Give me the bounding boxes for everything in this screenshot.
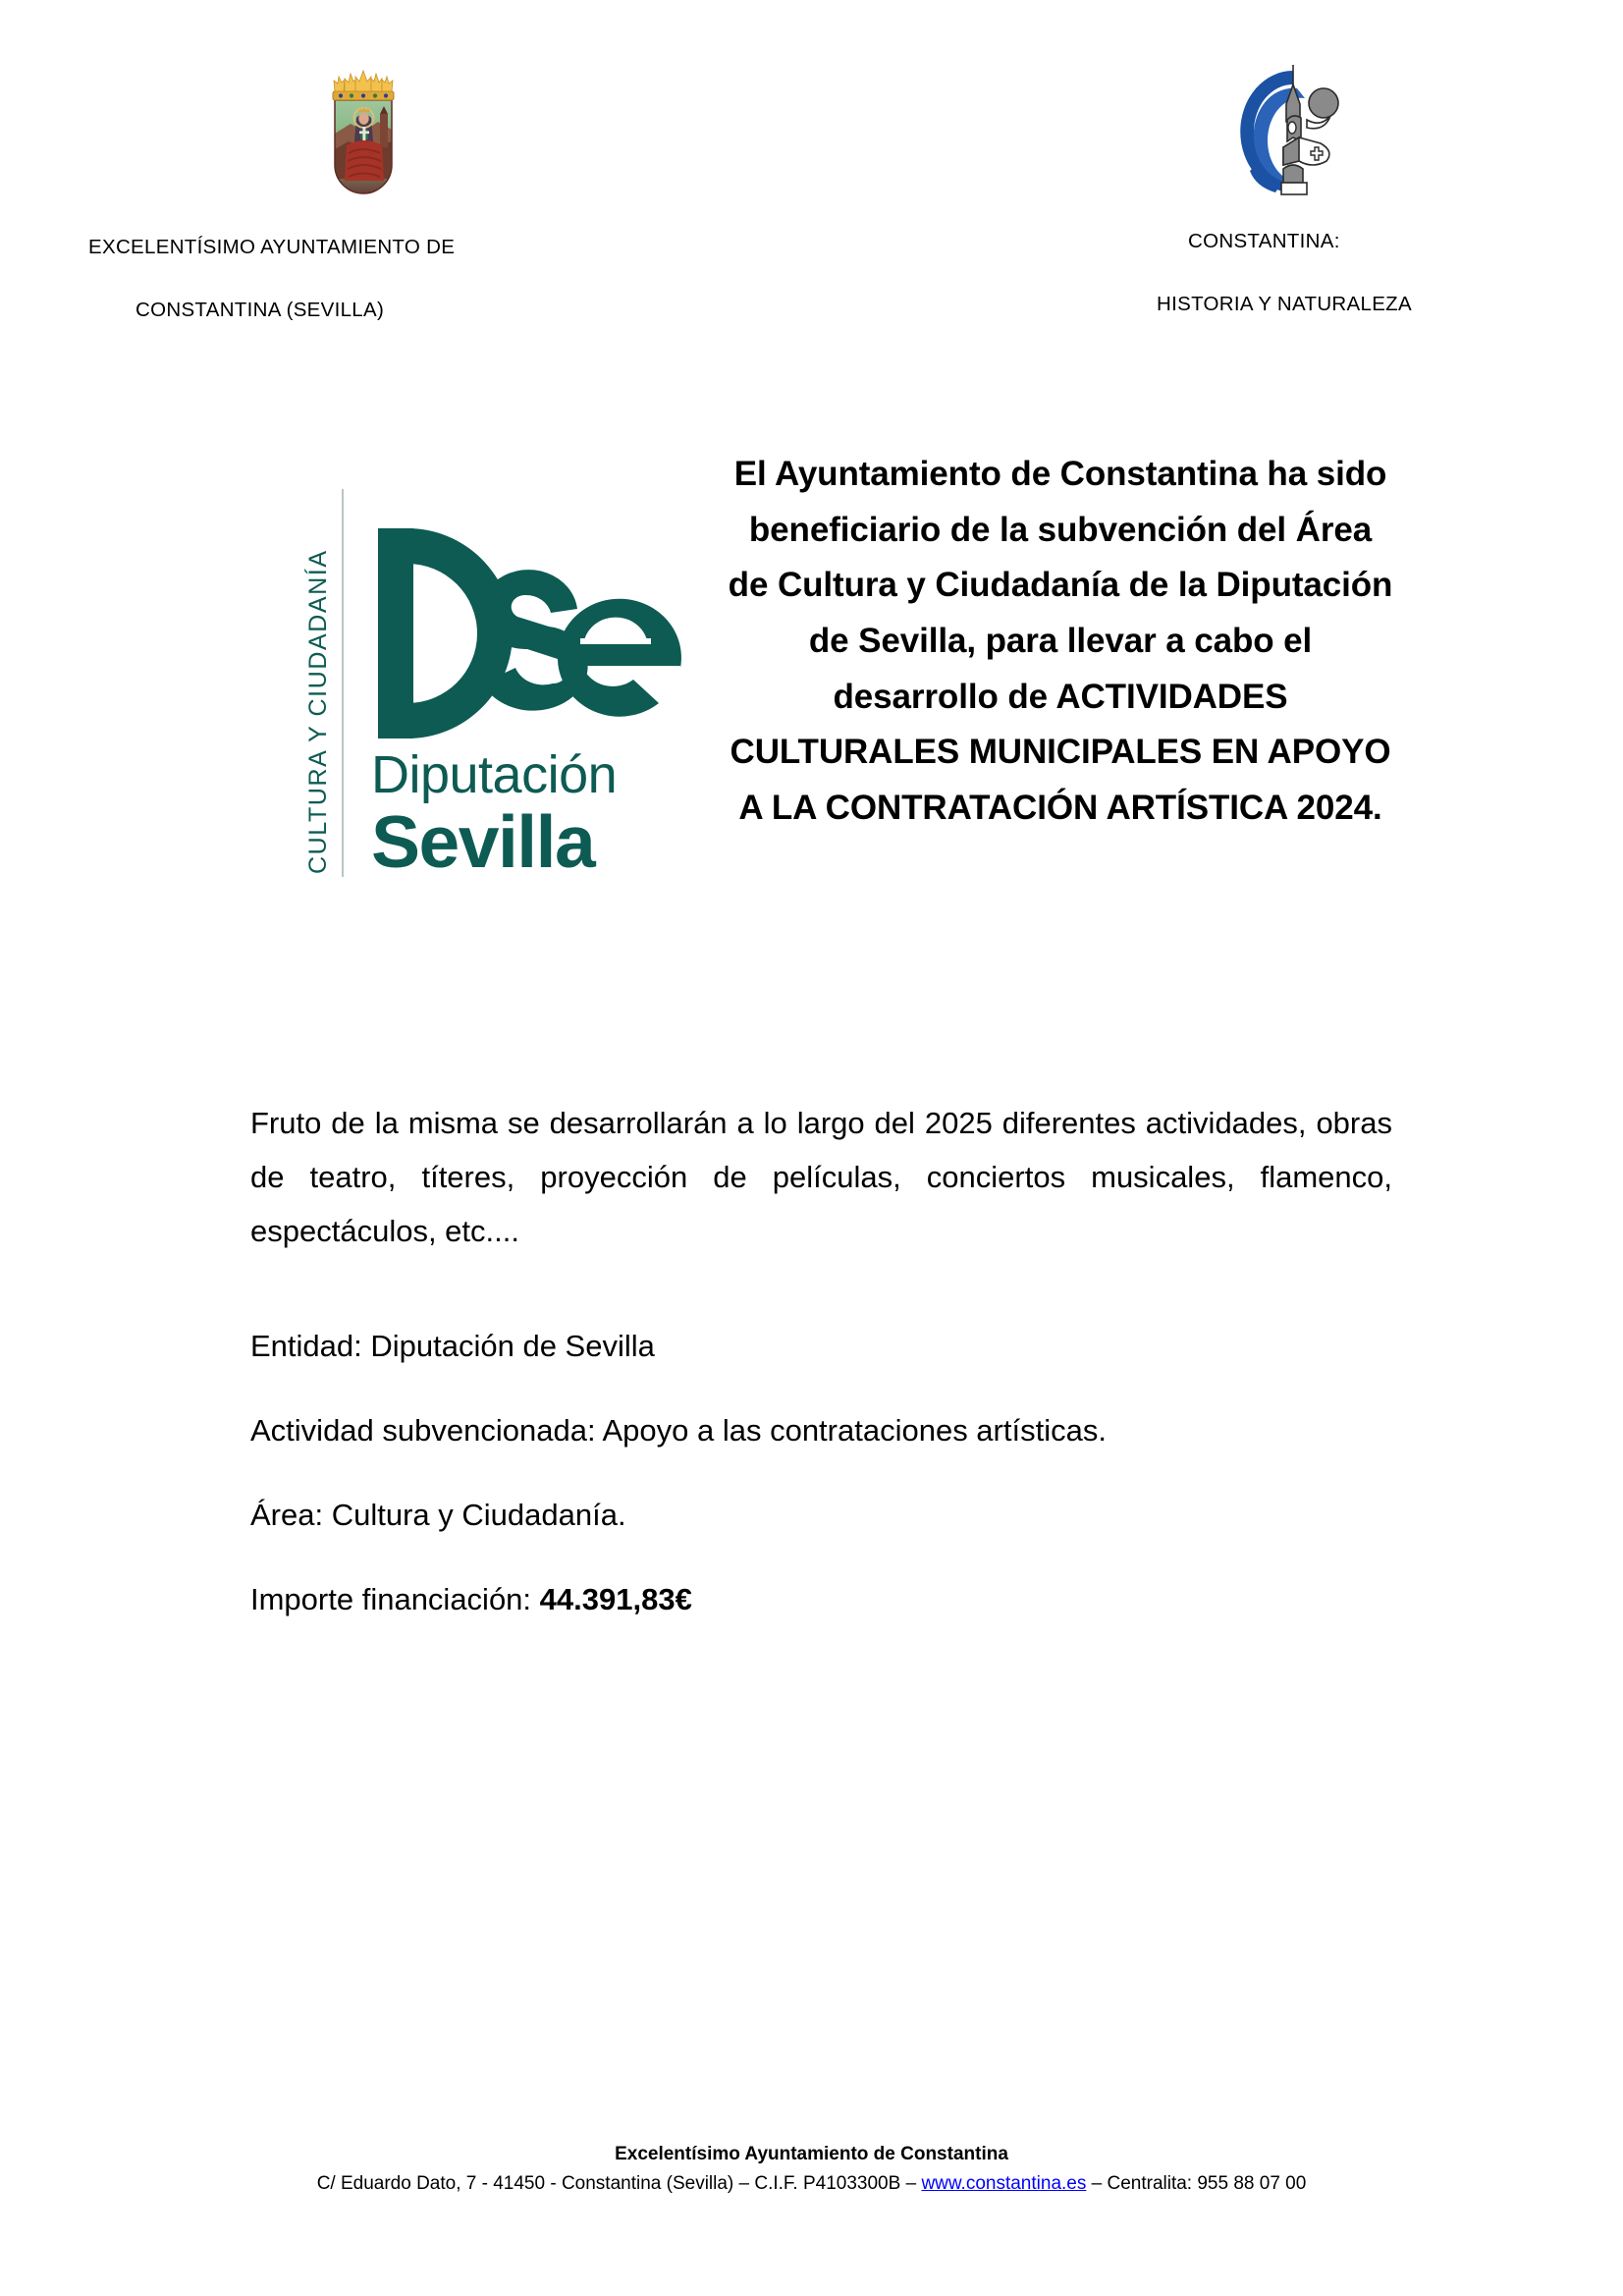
header-right-line-1: CONSTANTINA: <box>1188 230 1340 252</box>
footer-contact-line <box>0 2169 1623 2199</box>
footer-website-link[interactable]: www.constantina.es <box>921 2172 1087 2194</box>
header-left-line-2: CONSTANTINA (SEVILLA) <box>135 299 385 321</box>
logo-vertical-tagline-text: CULTURA Y CIUDADANÍA <box>304 549 332 874</box>
diputacion-sevilla-logo <box>275 471 697 884</box>
footer-address-text: C/ Eduardo Dato, 7 - 41450 - Constantina (Sevilla) – C.I.F. P4103300B – <box>316 2172 922 2194</box>
header-left-line-1: EXCELENTÍSIMO AYUNTAMIENTO DE <box>88 236 456 258</box>
logo-word-diputacion: Diputación <box>371 745 618 804</box>
logo-divider <box>342 489 344 877</box>
body-section <box>250 1066 1392 1289</box>
intro-paragraph: Fruto de la misma se desarrollarán a lo largo del 2025 diferentes actividades, obras de teatro, títeres, proyección de películas, conciertos musicales, flamenco, espectáculos, etc.... <box>250 1106 1392 1249</box>
detail-area: Área: Cultura y Ciudadanía. <box>250 1498 626 1532</box>
dse-monogram-icon <box>368 511 692 756</box>
logo-wordmark <box>371 745 695 883</box>
logo-word-sevilla: Sevilla <box>371 800 595 883</box>
detail-entidad: Entidad: Diputación de Sevilla <box>250 1329 655 1363</box>
page-title: El Ayuntamiento de Constantina ha sido beneficiario de la subvención del Área de Cultura y Ciudadanía de la Diputación de Sevilla, para llevar a cabo el desarrollo de ACTIVIDADES CULTURALES MUNICIPALES EN APOYO A LA CONTRATACIÓN ARTÍSTICA 2024. <box>728 455 1393 828</box>
detail-actividad: Actividad subvencionada: Apoyo a las contrataciones artísticas. <box>250 1413 1107 1448</box>
document-header <box>0 0 1623 393</box>
detail-importe-label: Importe financiación: <box>250 1582 540 1616</box>
detail-importe <box>250 1584 1392 1614</box>
constantina-emblem-icon <box>1232 59 1350 206</box>
coat-of-arms-icon <box>325 59 402 206</box>
detail-importe-value: 44.391,83€ <box>539 1582 692 1616</box>
details-section <box>250 1331 1392 1614</box>
emblem-container <box>1060 29 1522 206</box>
footer-phone-text: – Centralita: 955 88 07 00 <box>1086 2172 1307 2194</box>
crest-container <box>88 29 638 206</box>
header-left-block <box>88 29 638 322</box>
document-footer <box>0 2141 1623 2199</box>
logo-vertical-tagline <box>275 491 332 874</box>
footer-entity-name: Excelentísimo Ayuntamiento de Constantina <box>615 2144 1008 2164</box>
hero-section <box>0 447 1623 938</box>
header-right-line-2: HISTORIA Y NATURALEZA <box>1157 293 1412 315</box>
header-right-block <box>1060 29 1522 316</box>
